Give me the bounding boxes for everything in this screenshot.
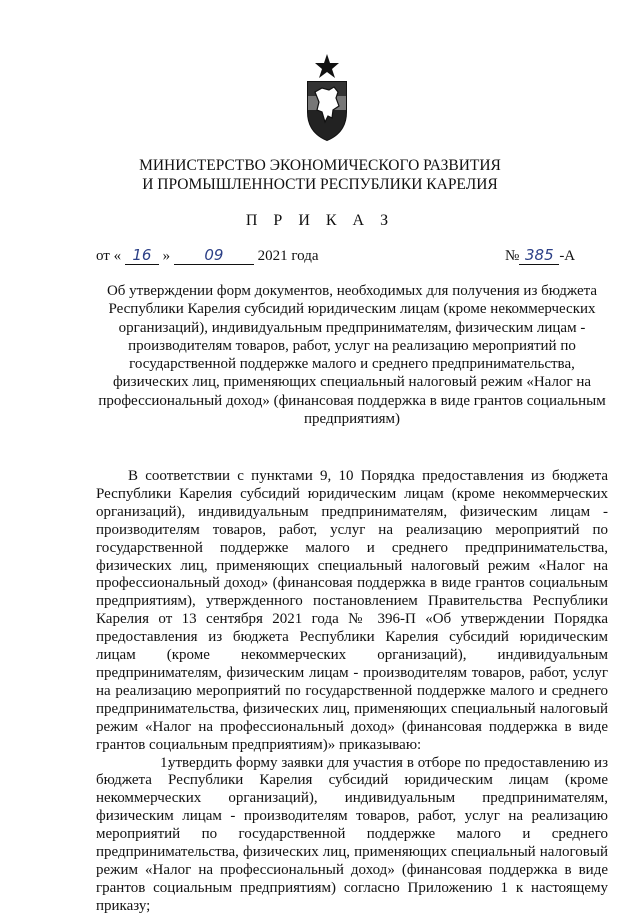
list-item-number: 1. bbox=[160, 754, 172, 771]
number-prefix: № bbox=[505, 248, 520, 264]
order-number bbox=[505, 246, 575, 265]
date-year: 2021 года bbox=[257, 248, 319, 264]
number-suffix: -А bbox=[559, 248, 576, 264]
list-item-text: утвердить форму заявки для участия в отборе по предоставлению из бюджета Республики Карелия субсидий юридическим лицам (кроме некоммерческих организаций), индивидуальным предпринимателям, физическим лицам - производителям товаров, работ, услуг на реализацию мероприятий по государственной поддержке малого и среднего предпринимательства, физических лиц, применяющих специальный налоговый режим «Налог на профессиональный доход» (финансовая поддержка в виде грантов социальным предприятиям) согласно Приложению 1 к настоящему приказу; bbox=[96, 754, 608, 914]
list-item bbox=[96, 755, 608, 916]
ministry-name bbox=[0, 156, 640, 194]
order-subject: Об утверждении форм документов, необходимых для получения из бюджета Республики Карелия субсидий юридическим лицам (кроме некоммерческих организаций), индивидуальным предпринимателям, физическим лицам - производителям товаров, работ, услуг на реализацию мероприятий по государственной поддержке малого и среднего предпринимательства, физических лиц, применяющих специальный налоговый режим «Налог на профессиональный доход» (финансовая поддержка в виде грантов социальным предприятиям) bbox=[98, 283, 606, 428]
date-day: 16 bbox=[125, 246, 159, 265]
order-date bbox=[96, 246, 319, 265]
ministry-line-1: МИНИСТЕРСТВО ЭКОНОМИЧЕСКОГО РАЗВИТИЯ bbox=[139, 157, 501, 174]
date-prefix: от bbox=[96, 248, 110, 264]
preamble-paragraph: В соответствии с пунктами 9, 10 Порядка предоставления из бюджета Республики Карелия субсидий юридическим лицам (кроме некоммерческих организаций), индивидуальным предпринимателям, физическим лицам - производителям товаров, работ, услуг на реализацию мероприятий по государственной поддержке малого и среднего предпринимательства, физических лиц, применяющих специальный налоговый режим «Налог на профессиональный доход» (финансовая поддержка в виде грантов социальным предприятиям), утвержденного постановлением Правительства Республики Карелия от 13 сентября 2021 года № 396-П «Об утверждении Порядка предоставления из бюджета Республики Карелия субсидий юридическим лицам (кроме некоммерческих организаций), индивидуальным предпринимателям, физическим лицам - производителям товаров, работ, услуг на реализацию мероприятий по государственной поддержке малого и среднего предпринимательства, физических лиц, применяющих специальный налоговый режим «Налог на профессиональный доход» (финансовая поддержка в виде грантов социальным предприятиям)» приказываю: bbox=[96, 468, 608, 753]
order-body bbox=[96, 468, 608, 916]
date-close-quote: » bbox=[162, 248, 171, 264]
date-month: 09 bbox=[174, 246, 254, 265]
ministry-line-2: И ПРОМЫШЛЕННОСТИ РЕСПУБЛИКИ КАРЕЛИЯ bbox=[142, 176, 498, 193]
number-value: 385 bbox=[519, 246, 559, 265]
document-type-title: П Р И К А З bbox=[245, 212, 395, 229]
date-open-quote: « bbox=[113, 248, 122, 264]
karelia-coat-of-arms-icon bbox=[302, 52, 352, 142]
